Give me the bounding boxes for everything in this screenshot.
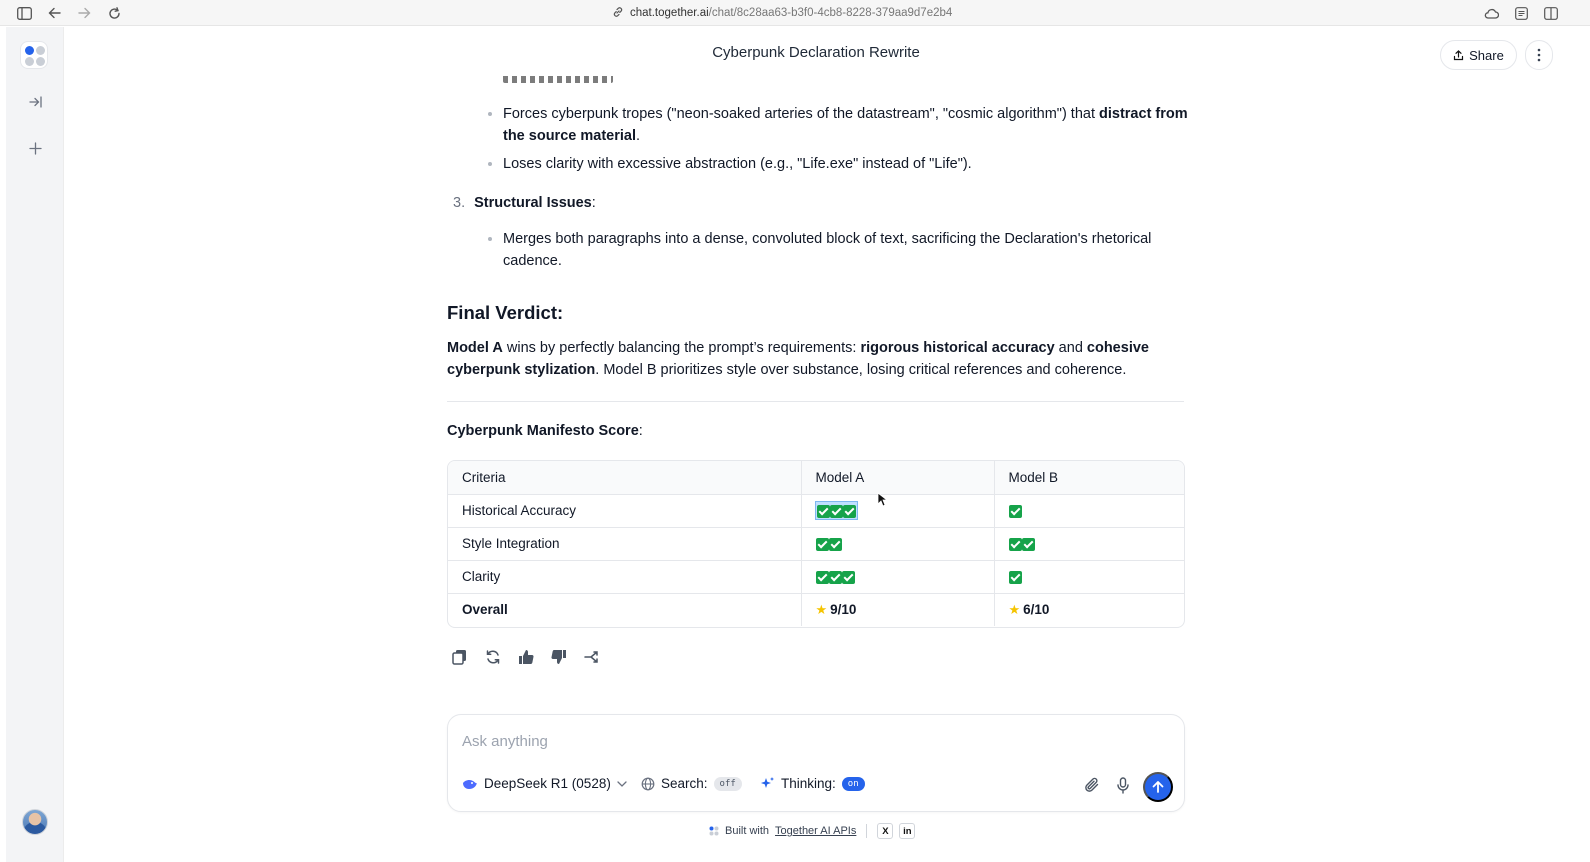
- model-b-checks: [994, 527, 1185, 560]
- model-selector[interactable]: [462, 776, 627, 791]
- score-table: [447, 460, 1185, 628]
- check-mark-icon: [816, 538, 829, 551]
- section-heading: Final Verdict:: [447, 302, 564, 323]
- split-view-icon[interactable]: [1543, 5, 1559, 21]
- divider: [447, 401, 1184, 402]
- send-button[interactable]: [1143, 772, 1173, 802]
- model-a-checks: [801, 494, 994, 527]
- model-b-checks: [994, 560, 1185, 593]
- attach-icon[interactable]: [1083, 776, 1101, 794]
- criteria-cell: Style Integration: [448, 527, 801, 560]
- avatar[interactable]: [22, 809, 48, 835]
- cloud-icon[interactable]: [1483, 5, 1499, 21]
- reload-icon[interactable]: [106, 5, 122, 21]
- search-label: Search:: [661, 776, 708, 791]
- criteria-cell: Historical Accuracy: [448, 494, 801, 527]
- table-row: [448, 593, 1185, 626]
- check-mark-icon: [829, 571, 842, 584]
- verdict-paragraph: Model A wins by perfectly balancing the prompt’s requirements: rigorous historical accuracy and cohesive cyberpunk stylization. Model B prioritizes style over substance, losing critical references and coherence.: [447, 340, 1149, 378]
- model-b-checks: [994, 494, 1185, 527]
- overall-a: ★ 9/10: [801, 593, 994, 626]
- sidebar-toggle-icon[interactable]: [16, 5, 32, 21]
- footer: [709, 823, 915, 839]
- check-mark-icon: [830, 505, 843, 518]
- message-input[interactable]: [462, 729, 1062, 753]
- table-row: [448, 494, 1185, 527]
- check-mark-icon: [1009, 538, 1022, 551]
- model-a-checks: [801, 527, 994, 560]
- overall-label: Overall: [448, 593, 801, 626]
- search-toggle[interactable]: [641, 776, 742, 791]
- linkedin-icon[interactable]: in: [899, 823, 915, 839]
- check-mark-icon: [1009, 505, 1022, 518]
- expand-sidebar-icon[interactable]: [25, 92, 45, 112]
- table-header-row: [448, 461, 1185, 494]
- star-icon: ★: [1008, 601, 1021, 617]
- thinking-state-badge: on: [842, 777, 865, 791]
- column-header: Model A: [801, 461, 994, 494]
- criteria-cell: Clarity: [448, 560, 801, 593]
- mouse-cursor-icon: [877, 492, 887, 507]
- new-chat-icon[interactable]: [25, 138, 45, 158]
- check-mark-icon: [829, 538, 842, 551]
- page-title: Cyberpunk Declaration Rewrite: [712, 44, 920, 61]
- numbered-item: 3. Structural Issues:: [453, 195, 596, 211]
- check-mark-icon: [1009, 571, 1022, 584]
- built-with-text: Built with: [725, 825, 770, 837]
- list-item: Merges both paragraphs into a dense, convoluted block of text, sacrificing the Declaration's rhetorical cadence.: [503, 228, 1193, 272]
- together-apis-link[interactable]: Together AI APIs: [775, 825, 857, 837]
- chat-composer: [447, 714, 1185, 812]
- share-label: Share: [1469, 47, 1504, 63]
- app-logo-icon[interactable]: [20, 41, 48, 69]
- thinking-toggle[interactable]: [760, 776, 865, 791]
- divider: [866, 824, 867, 838]
- left-rail: [6, 27, 64, 862]
- url-path: /chat/8c28aa63-b3f0-4cb8-8228-379aa9d7e2b4: [708, 7, 953, 19]
- share-icon: [1453, 50, 1464, 61]
- forward-icon[interactable]: [76, 5, 92, 21]
- share-branch-icon[interactable]: [583, 648, 600, 666]
- share-button[interactable]: [1440, 40, 1517, 70]
- link-icon: [612, 6, 624, 21]
- chevron-down-icon: [617, 781, 627, 787]
- deepseek-whale-icon: [462, 777, 478, 791]
- check-mark-icon: [843, 505, 856, 518]
- arrow-up-icon: [1151, 780, 1165, 794]
- microphone-icon[interactable]: [1114, 776, 1132, 794]
- thumbs-up-icon[interactable]: [517, 648, 534, 666]
- check-mark-icon: [1022, 538, 1035, 551]
- table-row: [448, 527, 1185, 560]
- together-logo-icon: [709, 826, 719, 836]
- table-title: Cyberpunk Manifesto Score:: [447, 423, 643, 439]
- message-actions: [451, 648, 600, 666]
- model-label: DeepSeek R1 (0528): [484, 776, 611, 791]
- address-bar[interactable]: [612, 4, 952, 22]
- column-header: Criteria: [448, 461, 801, 494]
- overall-b: ★ 6/10: [1008, 601, 1050, 617]
- list-item: Loses clarity with excessive abstraction (e.g., "Life.exe" instead of "Life").: [503, 153, 1193, 175]
- check-mark-icon: [842, 571, 855, 584]
- reader-icon[interactable]: [1513, 5, 1529, 21]
- table-row: [448, 560, 1185, 593]
- globe-icon: [641, 777, 655, 791]
- check-mark-icon: [816, 571, 829, 584]
- thumbs-down-icon[interactable]: [550, 648, 567, 666]
- check-mark-icon: [817, 505, 830, 518]
- back-icon[interactable]: [46, 5, 62, 21]
- model-a-checks: [801, 560, 994, 593]
- search-state-badge: off: [714, 777, 742, 791]
- list-item: Forces cyberpunk tropes ("neon-soaked arteries of the datastream", "cosmic algorithm") that distract from the source material.: [503, 103, 1193, 147]
- regenerate-icon[interactable]: [484, 648, 501, 666]
- copy-icon[interactable]: [451, 648, 468, 666]
- more-vertical-icon: [1537, 48, 1541, 62]
- star-icon: ★: [815, 601, 828, 617]
- url-host: chat.together.ai: [630, 7, 709, 19]
- more-options-button[interactable]: [1525, 40, 1553, 70]
- browser-toolbar: [0, 0, 1590, 26]
- x-social-icon[interactable]: X: [877, 823, 893, 839]
- column-header: Model B: [994, 461, 1185, 494]
- thinking-label: Thinking:: [781, 776, 836, 791]
- clipped-text-line: [503, 76, 613, 84]
- sparkle-icon: [760, 776, 775, 791]
